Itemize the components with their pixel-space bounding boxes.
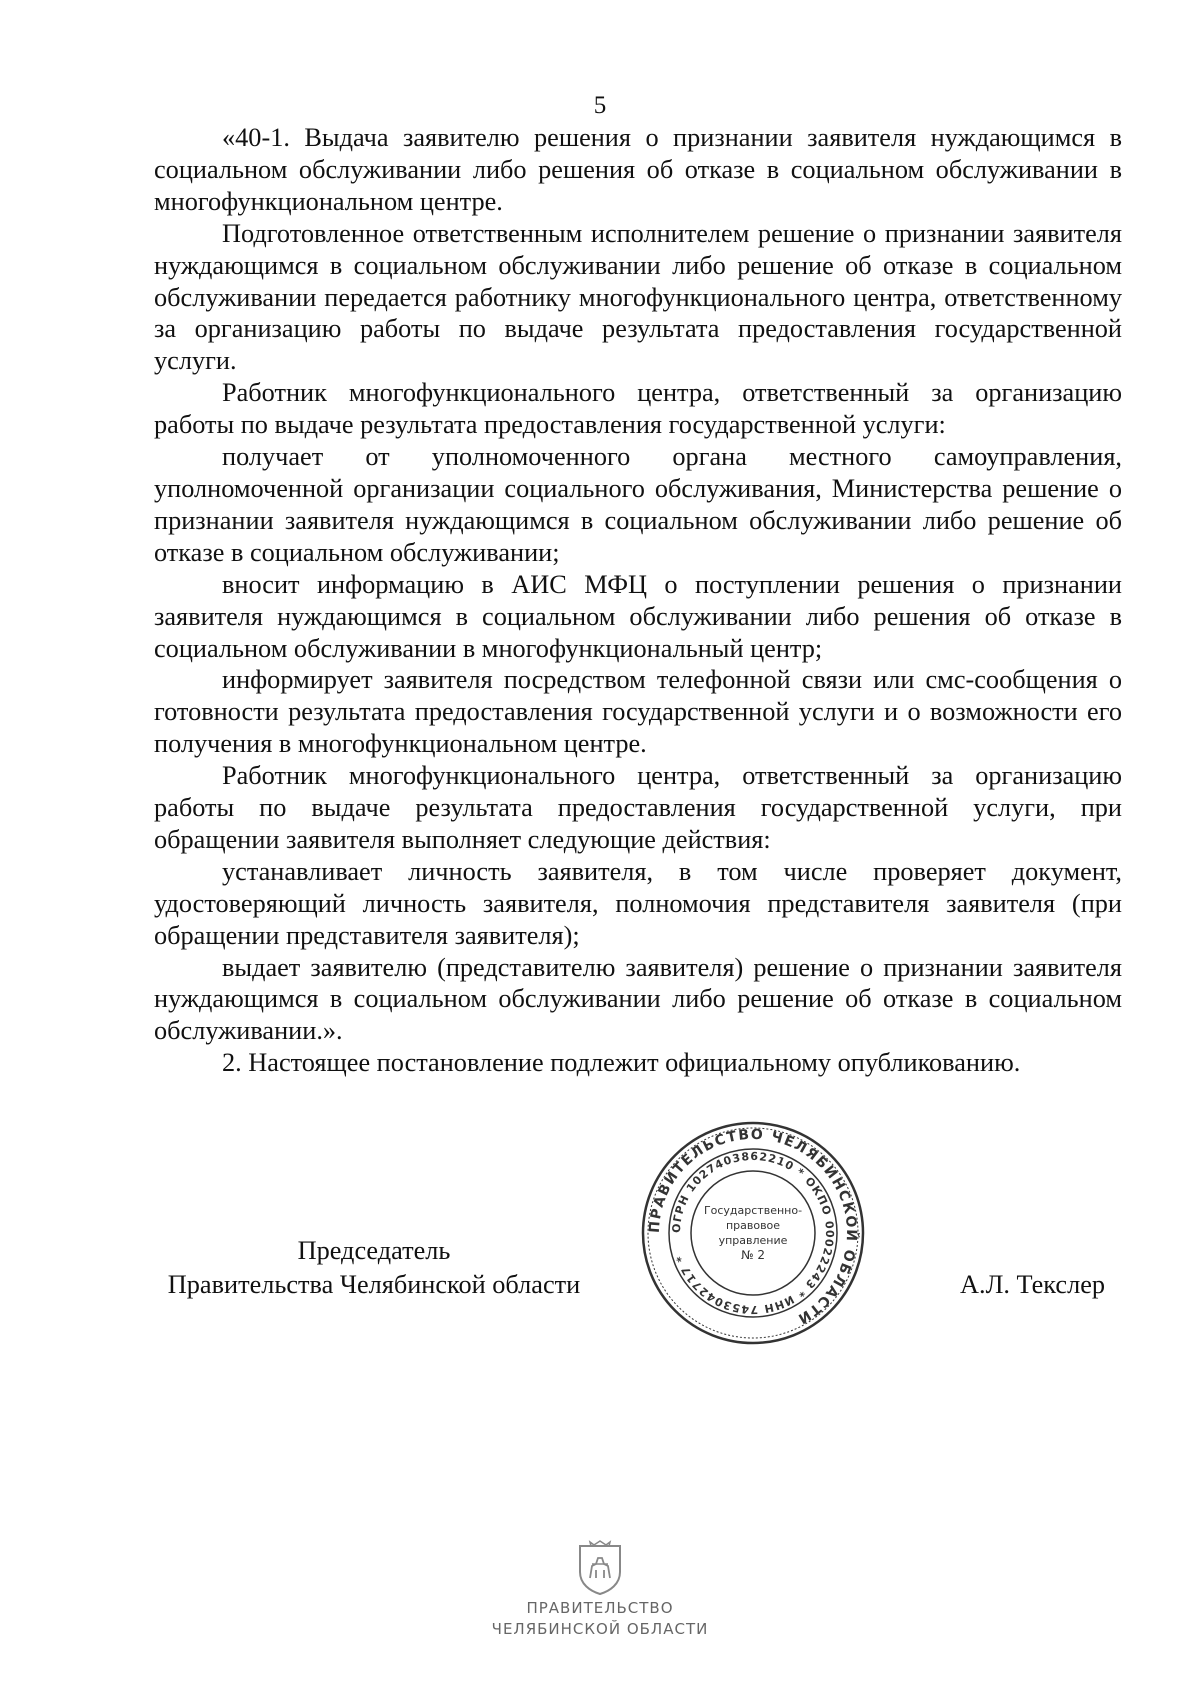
page-number: 5 (593, 92, 607, 119)
paragraph-list-item: устанавливает личность заявителя, в том числе проверяет документ, удостоверяющий личность заявителя, полномочия представителя заявителя (при обращении представителя заявителя); (154, 856, 1122, 950)
seal-center-line2: правовое (725, 1219, 781, 1232)
seal-center-line4: № 2 (741, 1248, 765, 1262)
paragraph-publication: 2. Настоящее постановление подлежит официальному опубликованию. (222, 1048, 1021, 1078)
coat-of-arms-icon (576, 1540, 624, 1596)
document-body (154, 122, 1122, 1079)
footer-line2: ЧЕЛЯБИНСКОЙ ОБЛАСТИ (491, 1620, 709, 1638)
paragraph: Работник многофункционального центра, ответственный за организацию работы по выдаче результата предоставления государственной услуги: (154, 378, 1122, 440)
paragraph-list-item: выдает заявителю (представителю заявителя) решение о признании заявителя нуждающимся в социальном обслуживании либо решение об отказе в социальном обслуживании.». (154, 952, 1122, 1046)
paragraph-section-title: «40-1. Выдача заявителю решения о признании заявителя нуждающимся в социальном обслуживании либо решения об отказе в социальном обслуживании в многофункциональном центре. (154, 123, 1122, 216)
paragraph-list-item: информирует заявителя посредством телефонной связи или смс-сообщения о готовности результата предоставления государственной услуги и о возможности его получения в многофункциональном центре. (154, 665, 1122, 759)
paragraph: Подготовленное ответственным исполнителем решение о признании заявителя нуждающимся в социальном обслуживании либо решение об отказе в социальном обслуживании передается работнику многофункционального центра, ответственному за организацию работы по выдаче результата предоставления государственной услуги. (154, 218, 1122, 376)
seal-inner-text: ОГРН 1027403862210 * ОКПО 00022243 * ИНН 7453042717 * (669, 1149, 837, 1317)
paragraph-list-item: вносит информацию в АИС МФЦ о поступлении решения о признании заявителя нуждающимся в социальном обслуживании либо решения об отказе в социальном обслуживании в многофункциональный центр; (154, 569, 1122, 663)
svg-text:ОГРН 1027403862210 * ОКПО 0002 (670, 1150, 836, 1316)
signatory-title-line2: Правительства Челябинской области (167, 1270, 581, 1299)
signatory-title (148, 1234, 600, 1302)
official-seal-icon (640, 1120, 866, 1346)
footer-letterhead (0, 1598, 1200, 1640)
seal-center-line1: Государственно- (703, 1204, 803, 1217)
seal-center-line3: управление (718, 1234, 788, 1247)
paragraph-list-item: получает от уполномоченного органа местного самоуправления, уполномоченной организации социального обслуживания, Министерства решение о признании заявителя нуждающимся в социальном обслуживании либо решение об отказе в социальном обслуживании; (154, 442, 1122, 567)
footer-line1: ПРАВИТЕЛЬСТВО (526, 1599, 674, 1617)
signatory-name: А.Л. Текслер (960, 1270, 1106, 1299)
paragraph: Работник многофункционального центра, ответственный за организацию работы по выдаче результата предоставления государственной услуги, при обращении заявителя выполняет следующие действия: (154, 761, 1122, 854)
signatory-title-line1: Председатель (297, 1236, 451, 1265)
seal-outer-text: ПРАВИТЕЛЬСТВО ЧЕЛЯБИНСКОЙ ОБЛАСТИ (646, 1126, 860, 1328)
